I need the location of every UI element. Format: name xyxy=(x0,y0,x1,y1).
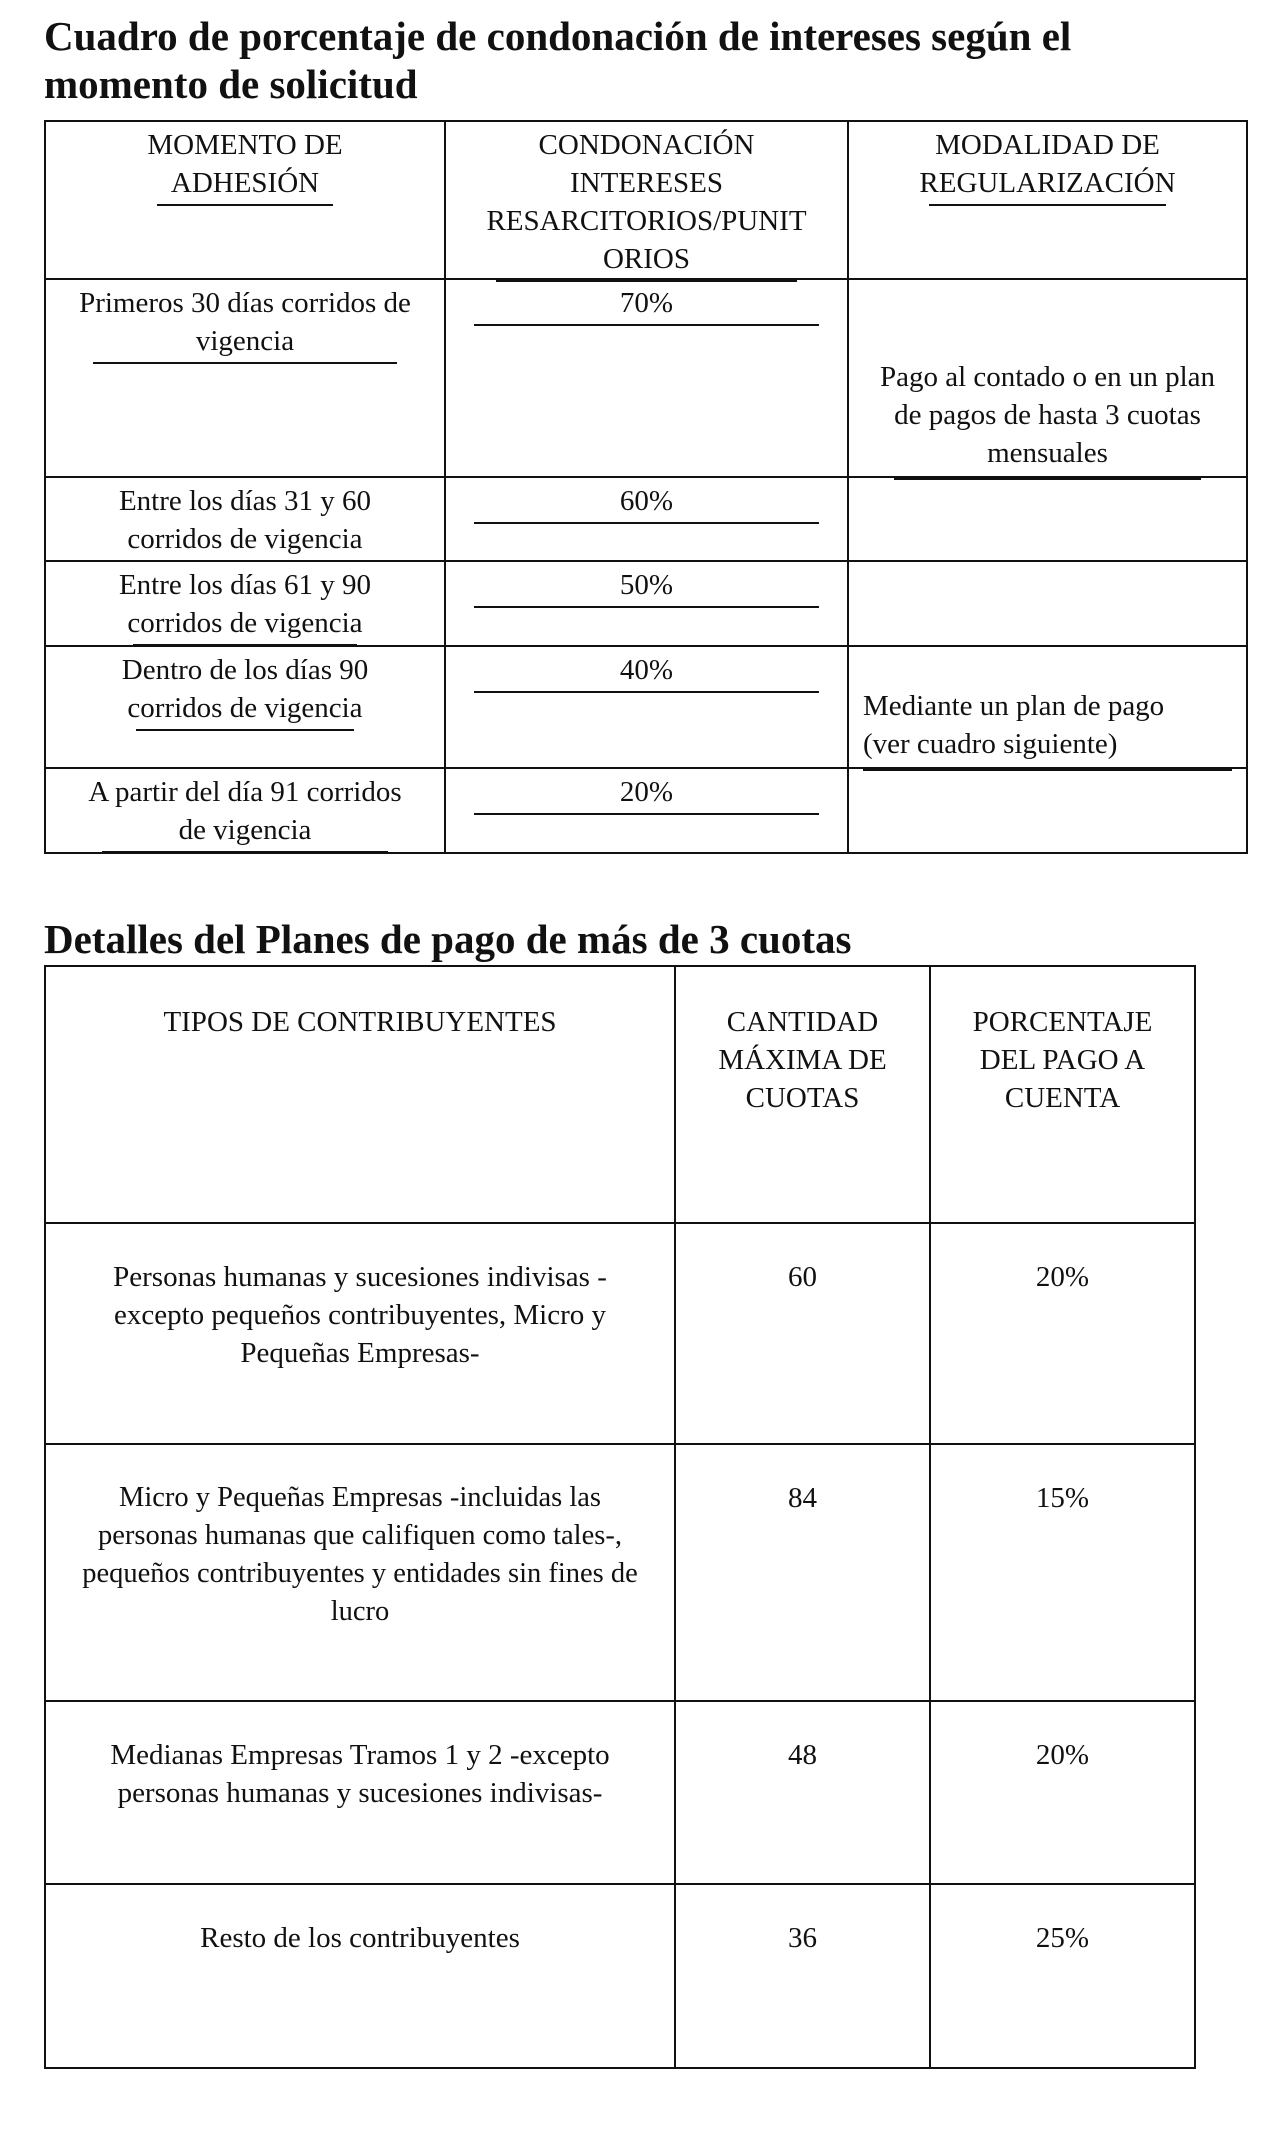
page-title xyxy=(44,12,1274,108)
moment-cell: Primeros 30 días corridos de vigencia xyxy=(45,279,445,477)
table-row xyxy=(45,279,1247,477)
taxpayer-type-cell: Personas humanas y sucesiones indivisas - excepto pequeños contribuyentes, Micro y Pequeñas Empresas- xyxy=(45,1223,675,1444)
moment-cell: Entre los días 61 y 90 corridos de vigencia xyxy=(45,561,445,646)
header-text: MODALIDAD DE REGULARIZACIÓN xyxy=(919,122,1175,202)
installments-cell: 36 xyxy=(675,1884,930,2068)
header-cell-modality xyxy=(848,121,1247,279)
installments-cell: 60 xyxy=(675,1223,930,1444)
percent-cell: 50% xyxy=(445,561,848,646)
condonation-table xyxy=(44,120,1248,854)
table-row xyxy=(45,646,1247,768)
modality-cell: Pago al contado o en un plan de pagos de hasta 3 cuotas mensuales xyxy=(848,279,1247,477)
taxpayer-type-cell: Micro y Pequeñas Empresas -incluidas las personas humanas que califiquen como tales-, pequeños contribuyentes y entidades sin fines de lucro xyxy=(45,1444,675,1701)
header-cell-installments: CANTIDAD MÁXIMA DE CUOTAS xyxy=(675,966,930,1223)
table-header-row xyxy=(45,966,1195,1223)
modality-cell xyxy=(848,561,1247,646)
moment-cell: Dentro de los días 90 corridos de vigencia xyxy=(45,646,445,768)
header-cell-down-payment: PORCENTAJE DEL PAGO A CUENTA xyxy=(930,966,1195,1223)
down-payment-cell: 15% xyxy=(930,1444,1195,1701)
table-row xyxy=(45,768,1247,853)
installments-cell: 48 xyxy=(675,1701,930,1884)
header-text: MOMENTO DE ADHESIÓN xyxy=(147,122,342,202)
installments-cell: 84 xyxy=(675,1444,930,1701)
table-row xyxy=(45,477,1247,561)
table-row xyxy=(45,1884,1195,2068)
table-row xyxy=(45,561,1247,646)
header-cell-condonation xyxy=(445,121,848,279)
table-row xyxy=(45,1223,1195,1444)
moment-cell: A partir del día 91 corridos de vigencia xyxy=(45,768,445,853)
modality-cell: Mediante un plan de pago (ver cuadro siguiente) xyxy=(848,646,1247,768)
percent-cell: 70% xyxy=(445,279,848,477)
percent-cell: 60% xyxy=(445,477,848,561)
header-text: CONDONACIÓN INTERESES RESARCITORIOS/PUNIT ORIOS xyxy=(486,122,806,278)
percent-cell: 20% xyxy=(445,768,848,853)
moment-cell: Entre los días 31 y 60 corridos de vigencia xyxy=(45,477,445,561)
header-cell-moment xyxy=(45,121,445,279)
modality-cell xyxy=(848,477,1247,561)
table-header-row xyxy=(45,121,1247,279)
taxpayer-type-cell: Resto de los contribuyentes xyxy=(45,1884,675,2068)
down-payment-cell: 20% xyxy=(930,1223,1195,1444)
down-payment-cell: 25% xyxy=(930,1884,1195,2068)
title-line: Cuadro de porcentaje de condonación de intereses según el xyxy=(44,13,1072,59)
payment-plans-table xyxy=(44,965,1196,2069)
header-cell-type: TIPOS DE CONTRIBUYENTES xyxy=(45,966,675,1223)
title-line: momento de solicitud xyxy=(44,61,418,107)
modality-cell xyxy=(848,768,1247,853)
down-payment-cell: 20% xyxy=(930,1701,1195,1884)
percent-cell: 40% xyxy=(445,646,848,768)
table-row xyxy=(45,1701,1195,1884)
taxpayer-type-cell: Medianas Empresas Tramos 1 y 2 -excepto personas humanas y sucesiones indivisas- xyxy=(45,1701,675,1884)
section-title: Detalles del Planes de pago de más de 3 cuotas xyxy=(44,916,852,962)
table-row xyxy=(45,1444,1195,1701)
